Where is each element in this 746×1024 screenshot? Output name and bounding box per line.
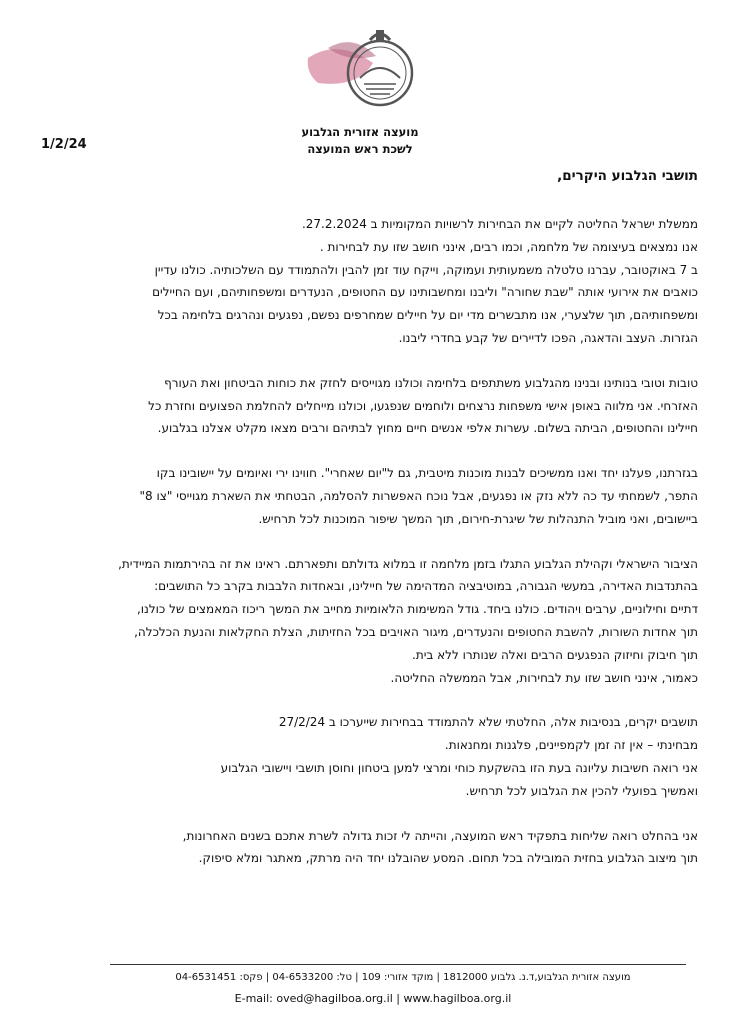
text-line: הציבור הישראלי וקהילת הגלבוע התגלו בזמן מלחמה זו במלוא גדולתם ותפארתם. ראינו את זה בהירתמות המיידית, — [118, 556, 698, 571]
org-line-2: לשכת ראש המועצה — [307, 142, 413, 156]
text-line: ממשלת ישראל החליטה לקיים את הבחירות לרשויות המקומיות ב 27.2.2024. — [301, 217, 698, 231]
council-logo — [298, 18, 438, 118]
text-line: אני בהחלט רואה שליחות בתפקיד ראש המועצה, והייתה לי זכות גדולה לשרת אתכם בשנים האחרונות, — [182, 828, 698, 843]
text-line: תושבים יקרים, בנסיבות אלה, החלטתי שלא להתמודד בבחירות שייערכו ב 27/2/24 — [278, 715, 698, 730]
text-line: טובות וטובי בנותינו ובנינו מהגלבוע משתתפים בלחימה וכולנו מגוייסים לחזק את כוחות הביטחון ואת העורף — [164, 375, 698, 390]
text-line: האזרחי. אני מלווה באופן אישי משפחות נרצחים ולוחמים שנפגעו, וכולנו מייחלים להחלמת הפצועים וחזרת כל — [148, 398, 698, 413]
text-line: תוך חיבוק וחיזוק הנפגעים הרבים ואלה שנותרו ללא בית. — [412, 647, 698, 662]
text-line: הגזרות. העצב והדאגה, הפכו לדיירים של קבע בחדרי ליבנו. — [398, 330, 698, 345]
footer-address: מועצה אזורית הגלבוע,ד.נ. גלבוע 1812000 | מוקד אזורי: 109 | טל: 04-6533200 | פקס: 04-6531451 — [175, 972, 631, 983]
greeting: תושבי הגלבוע היקרים, — [557, 168, 698, 184]
text-line: תוך אחדות השורות, להשבת החטופים והנעדרים, מיגור האויבים בכל החזיתות, הצלת החקלאות והנעת הכלכלה, — [134, 624, 698, 639]
text-line: ומשפחותיהם, תוך שלצערי, אנו מתבשרים מדי יום על חיילים שמחרפים נפשם, נפגעים ונהרגים בלחימה בכל — [157, 308, 698, 323]
footer-divider — [110, 964, 686, 965]
text-line: בהתנדבות האדירה, במעשי הגבורה, במוטיבציה המדהימה של חיילינו, ובאחדות הלבבות בקרב כל התושבים: — [154, 579, 698, 594]
text-line: חיילינו והחטופים, הביתה בשלום. עשרות אלפי אנשים חיים מחוץ לבתיהם ורבים מצאו מקלט אצלנו בגלבוע. — [157, 421, 698, 436]
text-line: בגזרתנו, פעלנו יחד ואנו ממשיכים לבנות מוכנות מיטבית, גם ל"יום שאחרי". חווינו ירי ואיומים על יישובינו בקו — [156, 466, 698, 481]
org-line-1: מועצה אזורית הגלבוע — [301, 125, 419, 139]
footer-contact[interactable]: E-mail: oved@hagilboa.org.il | www.hagilboa.org.il — [234, 992, 512, 1005]
text-line: דתיים וחילוניים, ערבים ויהודים. כולנו ביחד. גודל המשימות הלאומיות מחייב את המשך ריכוז המאמצים של כולנו, — [136, 602, 698, 617]
letter-body — [40, 213, 698, 870]
text-line: כואבים את אירועי אותה "שבת שחורה" וליבנו ומחשבותינו עם החטופים, הנעדרים ומשפחותיהם, ועם החיילים — [152, 285, 698, 300]
text-line: אני רואה חשיבות עליונה בעת הזו בהשקעת כוחי ומרצי למען ביטחון וחוסן תושבי ויישובי הגלבוע — [220, 760, 698, 775]
text-line: מבחינתי – אין זה זמן לקמפיינים, פלגנות ומחנאות. — [444, 738, 698, 753]
council-name — [270, 124, 450, 158]
letter-date: 1/2/24 — [41, 137, 87, 152]
text-line: ביישובים, ואני מוביל התנהלות של שיגרת-חירום, תוך המשך שיפור המוכנות לכל תרחיש. — [258, 511, 698, 526]
text-line: התפר, לשמחתי עד כה ללא נזק או נפגעים, אבל נוכח האפשרות להסלמה, הבטחתי את השארת מגוייסי "צו 8" — [139, 488, 698, 503]
text-line: תוך מיצוב הגלבוע בחזית המובילה בכל תחום. המסע שהובלנו יחד היה מרתק, מאתגר ומלא סיפוק. — [198, 851, 698, 866]
text-line: אנו נמצאים בעיצומה של מלחמה, וכמו רבים, אינני חושב שזו עת לבחירות . — [319, 239, 698, 254]
text-line: ואמשיך בפועלי להכין את הגלבוע לכל תרחיש. — [465, 783, 698, 798]
text-line: כאמור, אינני חושב שזו עת לבחירות, אבל הממשלה החליטה. — [390, 670, 698, 685]
text-line: ב 7 באוקטובר, עברנו טלטלה משמעותית ועמוקה, וייקח עוד זמן להבין ולהתמודד עם השלכותיה. כולנו עדיין — [154, 262, 698, 277]
